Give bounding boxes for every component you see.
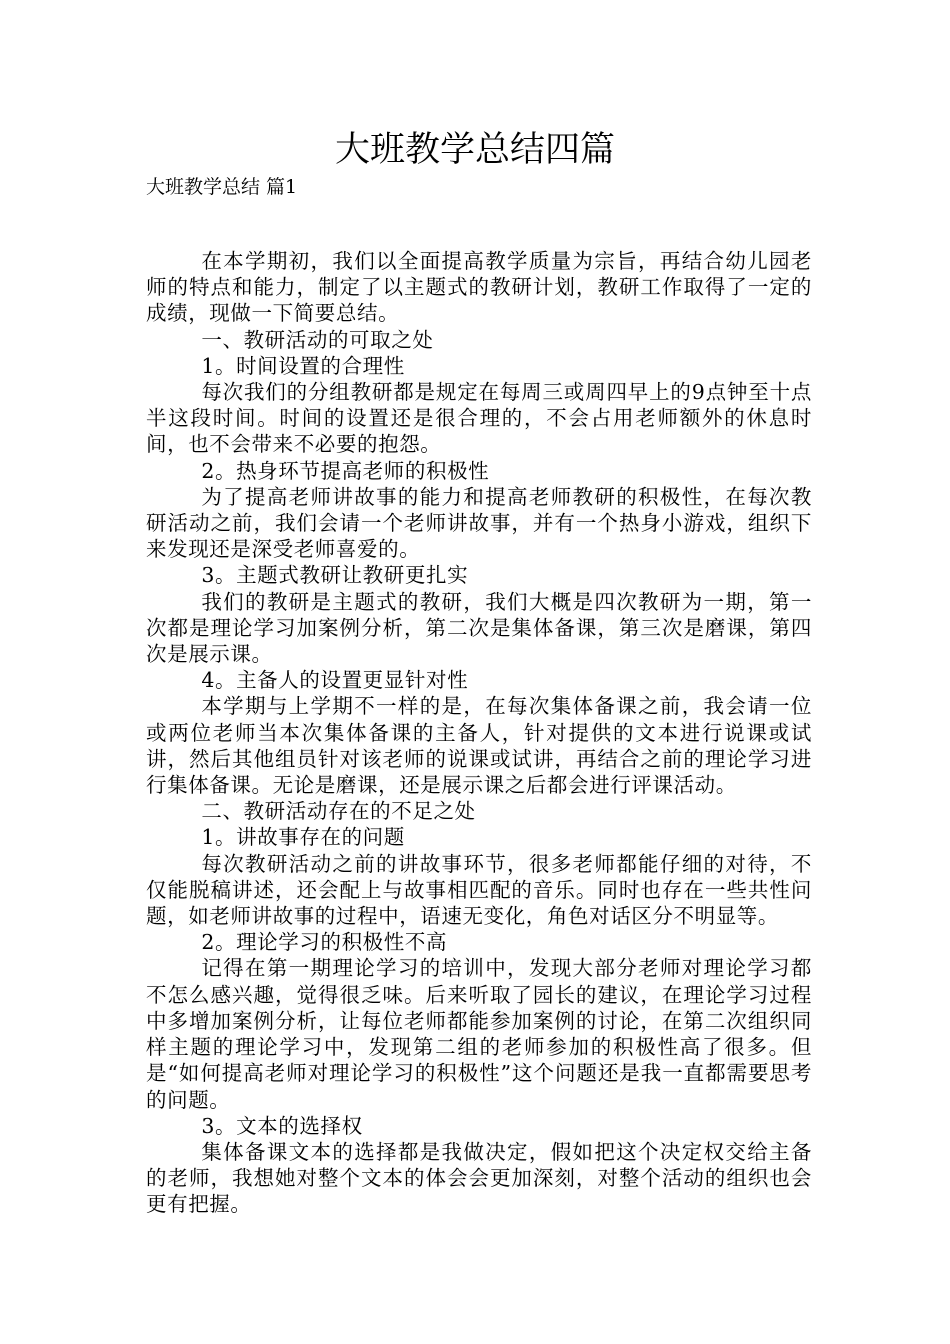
paragraph: 为了提高老师讲故事的能力和提高老师教研的积极性，在每次教研活动之前，我们会请一个老师讲故事，并有一个热身小游戏，组织下来发现还是深受老师喜爱的。 bbox=[146, 484, 812, 562]
subheading: 2。热身环节提高老师的积极性 bbox=[201, 458, 490, 483]
subheading: 3。文本的选择权 bbox=[201, 1113, 363, 1138]
section-heading: 二、教研活动存在的不足之处 bbox=[201, 799, 476, 824]
paragraph: 每次我们的分组教研都是规定在每周三或周四早上的9点钟至十点半这段时间。时间的设置还是很合理的，不会占用老师额外的休息时间，也不会带来不必要的抱怨。 bbox=[146, 380, 812, 457]
paragraph: 每次教研活动之前的讲故事环节，很多老师都能仔细的对待，不仅能脱稿讲述，还会配上与故事相匹配的音乐。同时也存在一些共性问题，如老师讲故事的过程中，语速无变化，角色对话区分不明显等。 bbox=[146, 851, 812, 929]
paragraph: 集体备课文本的选择都是我做决定，假如把这个决定权交给主备的老师，我想她对整个文本的体会会更加深刻，对整个活动的组织也会更有把握。 bbox=[146, 1139, 812, 1217]
subheading: 4。主备人的设置更显针对性 bbox=[201, 668, 469, 693]
paragraph: 记得在第一期理论学习的培训中，发现大部分老师对理论学习都不怎么感兴趣，觉得很乏味。后来听取了园长的建议，在理论学习过程中多增加案例分析，让每位老师都能参加案例的讨论，在第二次组织同样主题的理论学习中，发现第二组的老师参加的积极性高了很多。但是“如何提高老师对理论学习的积极性”这个问题还是我一直都需要思考的问题。 bbox=[146, 956, 812, 1112]
subheading: 2。理论学习的积极性不高 bbox=[201, 930, 448, 955]
section-heading: 一、教研活动的可取之处 bbox=[201, 327, 434, 352]
subheading: 1。讲故事存在的问题 bbox=[201, 825, 405, 850]
document-body bbox=[146, 248, 812, 1218]
section-subtitle: 大班教学总结 篇1 bbox=[146, 176, 298, 198]
paragraph: 本学期与上学期不一样的是，在每次集体备课之前，我会请一位或两位老师当本次集体备课的主备人，针对提供的文本进行说课或试讲，然后其他组员针对该老师的说课或试讲，再结合之前的理论学习进行集体备课。无论是磨课，还是展示课之后都会进行评课活动。 bbox=[146, 694, 812, 798]
paragraph: 我们的教研是主题式的教研，我们大概是四次教研为一期，第一次都是理论学习加案例分析，第二次是集体备课，第三次是磨课，第四次是展示课。 bbox=[146, 589, 812, 667]
paragraph: 在本学期初，我们以全面提高教学质量为宗旨，再结合幼儿园老师的特点和能力，制定了以主题式的教研计划，教研工作取得了一定的成绩，现做一下简要总结。 bbox=[146, 249, 812, 326]
document-title: 大班教学总结四篇 bbox=[334, 130, 615, 170]
subheading: 1。时间设置的合理性 bbox=[201, 353, 405, 378]
subheading: 3。主题式教研让教研更扎实 bbox=[201, 563, 469, 588]
